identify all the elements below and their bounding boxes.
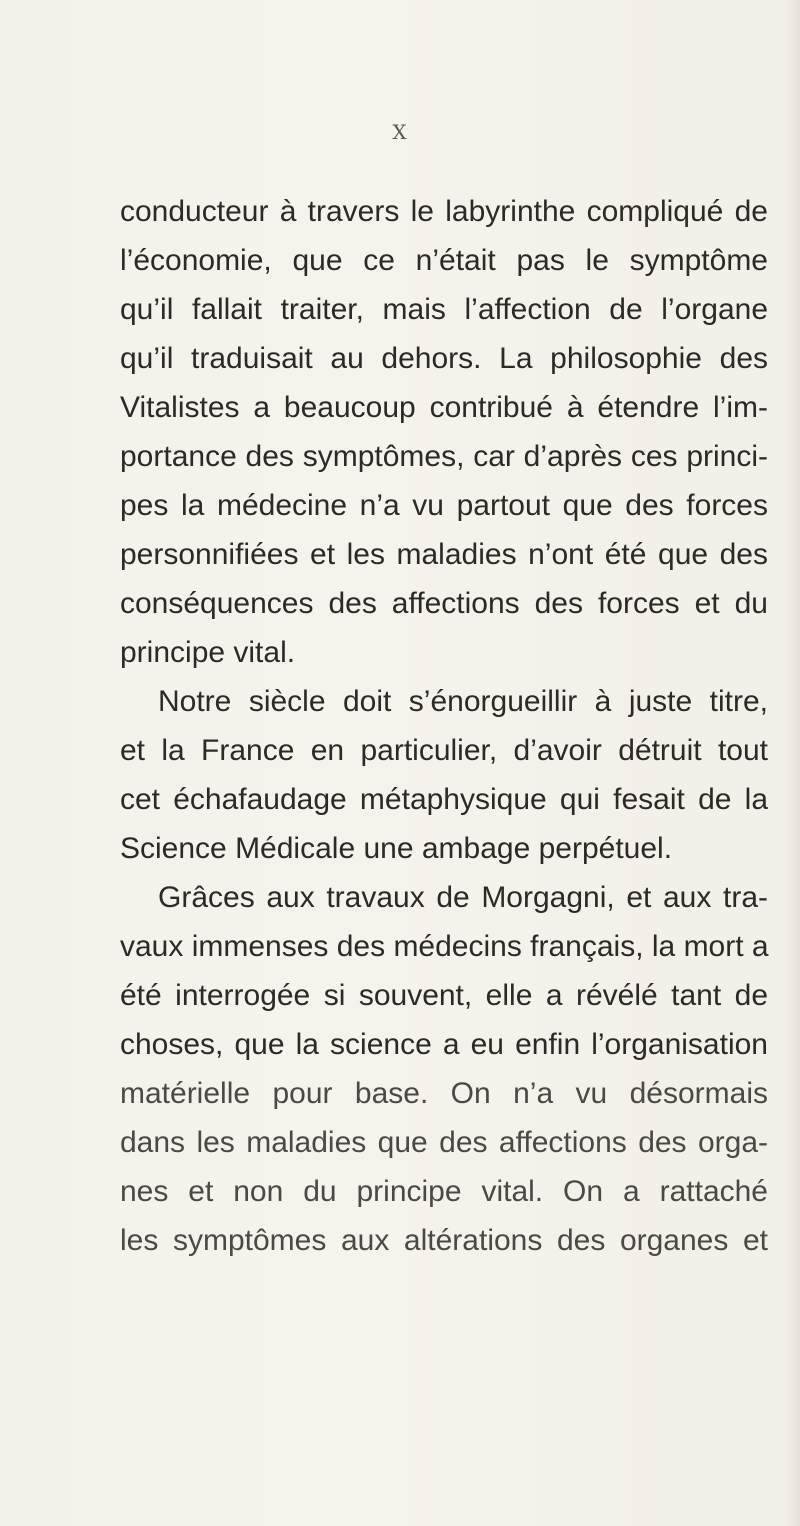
text-line: qu’il traduisait au dehors. La philosophie des xyxy=(120,342,768,375)
text-line: choses, que la science a eu enfin l’organisation xyxy=(120,1028,768,1061)
text-line: les symptômes aux altérations des organes et xyxy=(120,1224,768,1257)
text-line: Vitalistes a beaucoup contribué à étendre l’im- xyxy=(120,391,768,424)
text-line: pes la médecine n’a vu partout que des forces xyxy=(120,489,768,522)
body-text xyxy=(120,187,768,1265)
text-line: l’économie, que ce n’était pas le symptôme xyxy=(120,244,768,277)
page-number: X xyxy=(392,120,408,144)
text-line: Science Médicale une ambage perpétuel. xyxy=(120,832,673,865)
text-line: personnifiées et les maladies n’ont été que des xyxy=(120,538,768,571)
text-line: portance des symptômes, car d’après ces princi- xyxy=(120,440,768,473)
text-line: conducteur à travers le labyrinthe compliqué de xyxy=(120,195,768,228)
text-line: conséquences des affections des forces et du xyxy=(120,587,768,620)
text-line: dans les maladies que des affections des orga- xyxy=(120,1126,768,1159)
text-line: Grâces aux travaux de Morgagni, et aux tra- xyxy=(158,881,768,914)
text-line: nes et non du principe vital. On a rattaché xyxy=(120,1175,768,1208)
text-line: principe vital. xyxy=(120,636,296,669)
text-line: vaux immenses des médecins français, la mort a xyxy=(120,930,769,963)
text-line: cet échafaudage métaphysique qui fesait de la xyxy=(120,783,768,816)
text-line: matérielle pour base. On n’a vu désormais xyxy=(120,1077,768,1110)
text-line: et la France en particulier, d’avoir détruit tout xyxy=(120,734,768,767)
text-line: qu’il fallait traiter, mais l’affection de l’organe xyxy=(120,293,768,326)
text-line: Notre siècle doit s’énorgueillir à juste titre, xyxy=(158,685,768,718)
page-edge-shadow xyxy=(786,0,800,1526)
text-line: été interrogée si souvent, elle a révélé tant de xyxy=(120,979,768,1012)
